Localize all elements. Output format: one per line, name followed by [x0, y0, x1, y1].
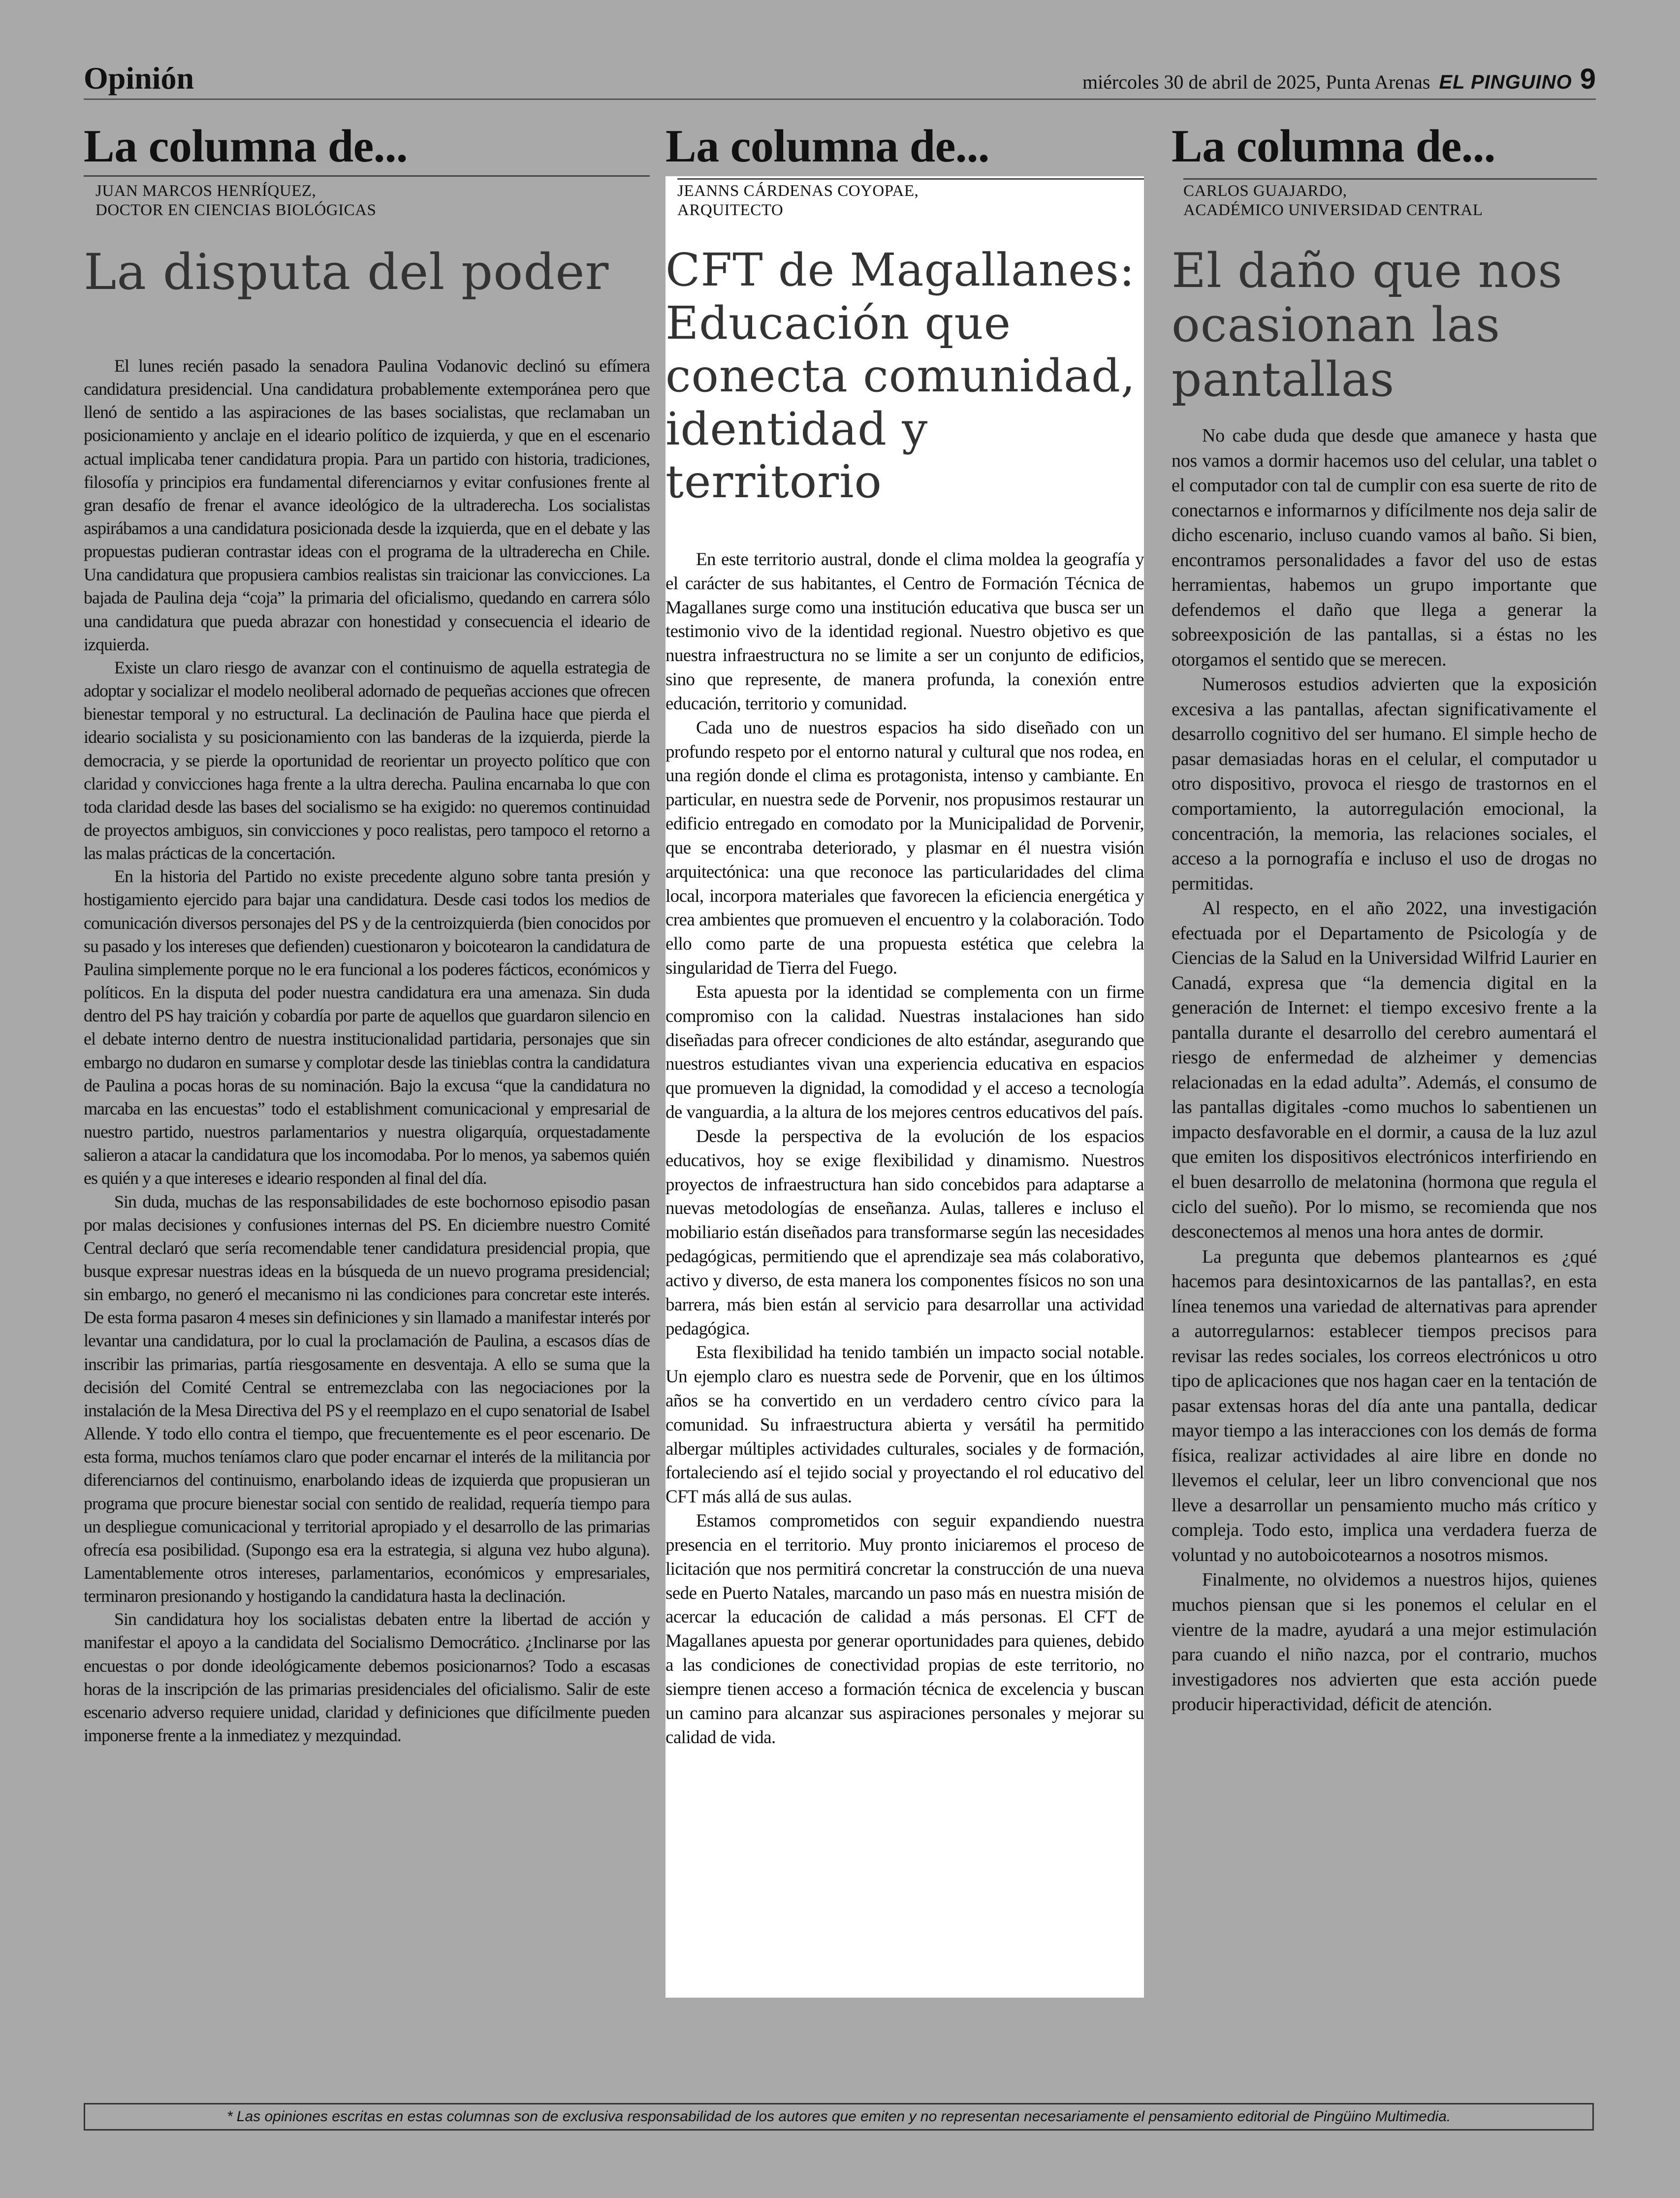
paragraph: Esta flexibilidad ha tenido también un impacto social notable. Un ejemplo claro es nuestra sede de Porvenir, que en los últimos años se ha convertido en un verdadero centro cívico para la comunidad. Su infraestructura abierta y versátil ha permitido albergar múltiples actividades culturales, sociales y de formación, fortaleciendo así el tejido social y proyectando el rol educativo del CFT más allá de sus aulas.: [666, 1342, 1144, 1507]
author-byline: [1183, 178, 1597, 220]
paragraph: Desde la perspectiva de la evolución de los espacios educativos, hoy se exige flexibilidad y dinamismo. Nuestros proyectos de infraestructura han sido concebidos para adaptarse a nuevas metodologías de enseñanza. Aulas, talleres e incluso el mobiliario están diseñados para transformarse según las necesidades pedagógicas, permitiendo que el aprendizaje sea más colaborativo, activo y diverso, de esta manera los componentes físicos no son una barrera, más bien están al servicio para desarrollar una actividad pedagógica.: [666, 1126, 1144, 1339]
paragraph: Esta apuesta por la identidad se complementa con un firme compromiso con la calidad. Nuestras instalaciones han sido diseñadas para ofrecer condiciones de alto estándar, asegurando que nuestros estudiantes vivan una experiencia educativa en espacios que promueven la dignidad, la comodidad y el acceso a tecnología de vanguardia, a la altura de los mejores centros educativos del país.: [666, 982, 1144, 1123]
paragraph: Numerosos estudios advierten que la exposición excesiva a las pantallas, afectan significativamente el desarrollo cognitivo del ser humano. El simple hecho de pasar demasiadas horas en el celular, el computador u otro dispositivo, provoca el riesgo de trastornos en el comportamiento, la autorregulación emocional, la concentración, la memoria, las relaciones sociales, el acceso a la pornografía e incluso el uso de drogas no permitidas.: [1172, 674, 1597, 894]
disclaimer-text: * Las opiniones escritas en estas columnas son de exclusiva responsabilidad de los autores que emiten y no representan necesariamente el pensamiento editorial de Pingüino Multimedia.: [226, 2108, 1451, 2125]
paragraph: La pregunta que debemos plantearnos es ¿qué hacemos para desintoxicarnos de las pantallas?, en esta línea tenemos una variedad de alternativas para aprender a autorregularnos: establecer tiempos precisos para revisar las redes sociales, los correos electrónicos u otro tipo de aplicaciones que nos hagan caer en la tentación de pasar extensas horas del día ante una pantalla, dedicar mayor tiempo a las interacciones con los demás de forma física, realizar actividades al aire libre en donde no llevemos el celular, leer un libro convencional que nos lleve a desarrollar un pensamiento mucho más crítico y compleja. Todo esto, implica una verdadera fuerza de voluntad y no autoboicotearnos a nosotros mismos.: [1172, 1246, 1597, 1565]
paragraph: En la historia del Partido no existe precedente alguno sobre tanta presión y hostigamiento ejercido para bajar una candidatura. Desde casi todos los medios de comunicación diversos personajes del PS y de la centroizquierda (bien conocidos por su pasado y los intereses que defienden) cuestionaron y boicotearon la candidatura de Paulina simplemente porque no le era funcional a los poderes fácticos, económicos y políticos. En la disputa del poder nuestra candidatura era una amenaza. Sin duda dentro del PS hay traición y cobardía por parte de aquellos que guardaron silencio en el debate interno dentro de nuestra institucionalidad partidaria, personajes que sin embargo no dudaron en sumarse y complotar desde las tinieblas contra la candidatura de Paulina a pocas horas de su nominación. Bajo la excusa “que la candidatura no marcaba en las encuestas” todo el establishment comunicacional y empresarial de nuestro partido, nuestros parlamentarios y nuestra oligarquía, orquestadamente salieron a atacar la candidatura que los incomodaba. Por lo menos, ya sabemos quién es quién y a que intereses e ideario responden al final del día.: [84, 866, 650, 1188]
column-2: [666, 123, 1144, 1750]
author-name: CARLOS GUAJARDO,: [1183, 182, 1347, 200]
article-body: [1172, 423, 1597, 1717]
column-3: [1172, 123, 1597, 1717]
paragraph: Finalmente, no olvidemos a nuestros hijos, quienes muchos piensan que si les ponemos el celular en el vientre de la madre, ayudará a una mejor estimulación para cuando el niño nazca, por el contrario, muchos investigadores nos advierten que esta acción puede producir hiperactividad, déficit de atención.: [1172, 1569, 1597, 1715]
article-title: El daño que nos ocasionan las pantallas: [1172, 243, 1563, 407]
author-title: ARQUITECTO: [677, 201, 784, 219]
column-heading: La columna de...: [1172, 121, 1495, 172]
dateline: [1082, 63, 1596, 96]
article-body: [84, 354, 650, 1747]
paragraph: No cabe duda que desde que amanece y hasta que nos vamos a dormir hacemos uso del celular, una tablet o el computador con tal de cumplir con esa suerte de rito de conectarnos e informarnos y difícilmente nos deja salir de dicho escenario, incluso cuando vamos al baño. Si bien, encontramos personalidades a favor del uso de estas herramientas, habemos un grupo importante que defendemos el daño que llega a generar la sobreexposición de las pantallas, si a éstas no les otorgamos el sentido que se merecen.: [1172, 425, 1597, 670]
newspaper-brand: EL PINGUINO: [1439, 71, 1572, 93]
paragraph: El lunes recién pasado la senadora Paulina Vodanovic declinó su efímera candidatura presidencial. Una candidatura probablemente extemporánea pero que llenó de sentido a las aspiraciones de las bases socialistas, que reclamaban un posicionamiento y anclaje en el ideario político de izquierda, y que en el escenario actual implicaba tener candidatura propia. Para un partido con historia, tradiciones, filosofía y principios era fundamental diferenciarnos y evitar confusiones frente al gran desafío de frenar el avance ideológico de la ultraderecha. Los socialistas aspirábamos a una candidatura posicionada desde la izquierda, que en el debate y las propuestas pudieran contrastar ideas con el programa de la ultraderecha en Chile. Una candidatura que propusiera cambios realistas sin traicionar las convicciones. La bajada de Paulina deja “coja” la primaria del oficialismo, quedando en carrera sólo una candidatura que pueda abrazar con honestidad y consecuencia el ideario de izquierda.: [84, 355, 650, 654]
column-heading: La columna de...: [84, 123, 650, 177]
date-location: miércoles 30 de abril de 2025, Punta Arenas: [1082, 71, 1430, 93]
paragraph: Al respecto, en el año 2022, una investigación efectuada por el Departamento de Psicología y de Ciencias de la Salud en la Universidad Wilfrid Laurier en Canadá, expresa que “la demencia digital en la generación de Internet: el tiempo excesivo frente a la pantalla durante el desarrollo del cerebro aumentará el riesgo de enfermedad de alzheimer y demencias relacionadas en la edad adulta”. Además, el consumo de las pantallas digitales -como muchos lo sabentienen un impacto desfavorable en el dormir, a causa de la luz azul que emiten los dispositivos electrónicos interfiriendo en el buen desarrollo de melatonina (hormona que regula el ciclo del sueño). Por lo mismo, se recomienda que nos desconectemos al menos una hora antes de dormir.: [1172, 898, 1597, 1242]
article-body: [666, 548, 1144, 1750]
author-title: DOCTOR EN CIENCIAS BIOLÓGICAS: [95, 201, 377, 219]
column-heading: La columna de...: [666, 121, 989, 172]
paragraph: Cada uno de nuestros espacios ha sido diseñado con un profundo respeto por el entorno natural y cultural que nos rodea, en una región donde el clima es protagonista, intenso y cambiante. En particular, en nuestra sede de Porvenir, nos propusimos restaurar un edificio entregado en comodato por la Municipalidad de Porvenir, que se encontraba deteriorado, y plasmar en él nuestra visión arquitectónica: una que reconoce las particularidades del clima local, incorpora materiales que favorecen la eficiencia energética y crea ambientes que promueven el encuentro y la colaboración. Todo ello como parte de una propuesta estética que celebra la singularidad de Tierra del Fuego.: [666, 717, 1144, 979]
author-title: ACADÉMICO UNIVERSIDAD CENTRAL: [1183, 201, 1483, 219]
article-title: CFT de Magallanes: Educación que conecta comunidad, identidad y territorio: [666, 243, 1136, 509]
paragraph: Sin duda, muchas de las responsabilidades de este bochornoso episodio pasan por malas decisiones y confusiones internas del PS. En diciembre nuestro Comité Central declaró que sería recomendable tener candidatura presidencial propia, que busque expresar nuestras ideas en la búsqueda de un nuevo programa presidencial; sin embargo, no generó el mecanismo ni las condiciones para concretar este interés. De esta forma pasaron 4 meses sin definiciones y sin llamado a manifestar interés por levantar una candidatura, por lo cual la proclamación de Paulina, a escasos días de inscribir las primarias, partía riesgosamente en desventaja. A ello se suma que la decisión del Comité Central se entremezclaba con las negociaciones por la instalación de la Mesa Directiva del PS y el reemplazo en el cupo senatorial de Isabel Allende. Y todo ello contra el tiempo, que frecuentemente es el peor escenario. De esta forma, muchos teníamos claro que poder encarnar el interés de la militancia por diferenciarnos del continuismo, enarbolando ideas de izquierda que propusieran un programa que procure bienestar social con sentido de realidad, requería tiempo para un despliegue comunicacional y territorial apropiado y el desarrollo de las primarias ofrecía esa posibilidad. (Supongo esa era la estrategia, si alguna vez hubo alguna). Lamentablemente otros intereses, parlamentarios, económicos y empresariales, terminaron presionando y hostigando la candidatura hasta la declinación.: [84, 1191, 650, 1606]
column-1: [84, 123, 650, 1747]
author-byline: [677, 178, 1144, 220]
paragraph: Estamos comprometidos con seguir expandiendo nuestra presencia en el territorio. Muy pronto iniciaremos el proceso de licitación que nos permitirá concretar la construcción de una nueva sede en Puerto Natales, marcando un paso más en nuestra misión de acercar la educación de calidad a más personas. El CFT de Magallanes apuesta por generar oportunidades para quienes, debido a las condiciones de conectividad propias de este territorio, no siempre tienen acceso a formación técnica de excelencia y buscan un camino para alcanzar sus aspiraciones personales y mejorar su calidad de vida.: [666, 1511, 1144, 1748]
article-title: La disputa del poder: [84, 243, 609, 301]
paragraph: En este territorio austral, donde el clima moldea la geografía y el carácter de sus habitantes, el Centro de Formación Técnica de Magallanes surge como una institución educativa que busca ser un testimonio vivo de la identidad regional. Nuestro objetivo es que nuestra infraestructura no se limite a ser un conjunto de edificios, sino que represente, de manera profunda, la conexión entre educación, territorio y comunidad.: [666, 549, 1144, 714]
author-byline: [95, 180, 650, 220]
disclaimer-box: [84, 2103, 1594, 2131]
paragraph: Sin candidatura hoy los socialistas debaten entre la libertad de acción y manifestar el apoyo a la candidata del Socialismo Democrático. ¿Inclinarse por las encuestas o por donde ideológicamente debemos posicionarnos? Todo a escasas horas de la inscripción de las primarias presidenciales del oficialismo. Salir de este escenario adverso requiere unidad, claridad y definiciones que difícilmente pueden imponerse frente a la inmediatez y mezquindad.: [84, 1609, 650, 1746]
page-number: 9: [1580, 63, 1596, 95]
author-name: JEANNS CÁRDENAS COYOPAE,: [677, 182, 919, 200]
paragraph: Existe un claro riesgo de avanzar con el continuismo de aquella estrategia de adoptar y socializar el modelo neoliberal adornado de pequeñas acciones que ofrecen bienestar temporal y no estructural. La declinación de Paulina hace que pierda el ideario socialista y su posicionamiento con las banderas de la izquierda, pierde la democracia, y se pierde la oportunidad de reorientar un proyecto político que con claridad y convicciones haga frente a la ultra derecha. Paulina encarnaba lo que con toda claridad desde las bases del socialismo se ha exigido: no queremos continuidad de proyectos ambiguos, sin convicciones y poco realistas, pero tampoco el retorno a las malas prácticas de la concertación.: [84, 657, 650, 863]
page-header: [84, 63, 1596, 100]
section-label: Opinión: [84, 61, 194, 96]
author-name: JUAN MARCOS HENRÍQUEZ,: [95, 182, 317, 200]
